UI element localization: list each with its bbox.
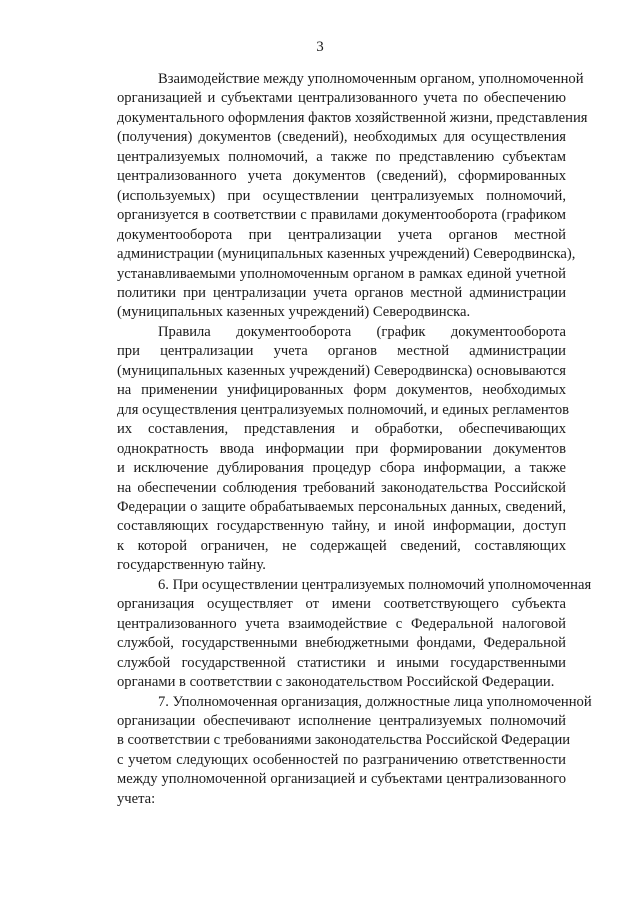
- text-line: их составления, представления и обработки, обеспечивающих: [117, 421, 566, 438]
- text-line: документального оформления фактов хозяйственной жизни, представления: [117, 109, 588, 126]
- text-line: Федерации о защите обрабатываемых персональных данных, сведений,: [117, 498, 566, 515]
- text-line: централизованного учета документов (сведений), сформированных: [117, 168, 566, 185]
- text-line: организуется в соответствии с правилами документооборота (графиком: [117, 207, 566, 224]
- text-line: службой государственной статистики и иными государственными: [117, 654, 566, 671]
- text-line: (получения) документов (сведений), необходимых для осуществления: [117, 129, 566, 146]
- text-line: 6. При осуществлении централизуемых полномочий уполномоченная: [158, 576, 592, 593]
- text-line: на обеспечении соблюдения требований законодательства Российской: [117, 479, 566, 496]
- text-line: и исключение дублирования процедур сбора информации, а также: [117, 460, 566, 477]
- text-line: политики при централизации учета органов местной администрации: [117, 284, 566, 301]
- text-line: устанавливаемыми уполномоченным органом в рамках единой учетной: [117, 265, 566, 282]
- text-line: органами в соответствии с законодательством Российской Федерации.: [117, 674, 555, 691]
- text-line: централизуемых полномочий, а также по представлению субъектам: [117, 148, 566, 165]
- text-line: с учетом следующих особенностей по разграничению ответственности: [117, 751, 566, 768]
- document-body: [76, 70, 592, 809]
- text-line: на применении унифицированных форм документов, необходимых: [117, 382, 566, 399]
- paragraph-item-6: [76, 576, 592, 693]
- text-line: однократность ввода информации при формировании документов: [117, 440, 566, 457]
- text-line: государственную тайну.: [117, 557, 266, 574]
- paragraph-item-7: [76, 693, 592, 810]
- text-line: (муниципальных казенных учреждений) Северодвинска.: [117, 304, 471, 321]
- text-line: службой, государственными внебюджетными фондами, Федеральной: [117, 635, 566, 652]
- page-number: 3: [316, 39, 324, 55]
- paragraph-document-flow-rules: [76, 323, 570, 576]
- text-line: организации обеспечивают исполнение централизуемых полномочий: [117, 712, 566, 729]
- text-line: централизованного учета взаимодействие с Федеральной налоговой: [117, 615, 566, 632]
- text-line: организация осуществляет от имени соответствующего субъекта: [117, 596, 566, 613]
- text-line: Взаимодействие между уполномоченным органом, уполномоченной: [158, 71, 584, 87]
- text-line: для осуществления централизуемых полномочий, и единых регламентов: [117, 401, 570, 418]
- text-line: Правила документооборота (график документооборота: [158, 323, 566, 340]
- text-line: составляющих государственную тайну, и иной информации, доступ: [117, 518, 566, 535]
- text-line: к которой ограничен, не содержащей сведений, составляющих: [117, 537, 566, 554]
- text-line: в соответствии с требованиями законодательства Российской Федерации: [117, 732, 571, 749]
- text-line: администрации (муниципальных казенных учреждений) Северодвинска),: [117, 246, 576, 263]
- text-line: (муниципальных казенных учреждений) Северодвинска) основываются: [117, 362, 566, 379]
- text-line: при централизации учета органов местной администрации: [117, 343, 566, 360]
- text-line: учета:: [117, 790, 156, 807]
- text-line: (используемых) при осуществлении централизуемых полномочий,: [117, 187, 566, 204]
- paragraph-interaction: [76, 70, 588, 323]
- text-line: организацией и субъектами централизованного учета по обеспечению: [117, 90, 566, 107]
- text-line: между уполномоченной организацией и субъектами централизованного: [117, 771, 566, 788]
- text-line: документооборота при централизации учета органов местной: [117, 226, 566, 243]
- text-line: 7. Уполномоченная организация, должностные лица уполномоченной: [158, 693, 592, 710]
